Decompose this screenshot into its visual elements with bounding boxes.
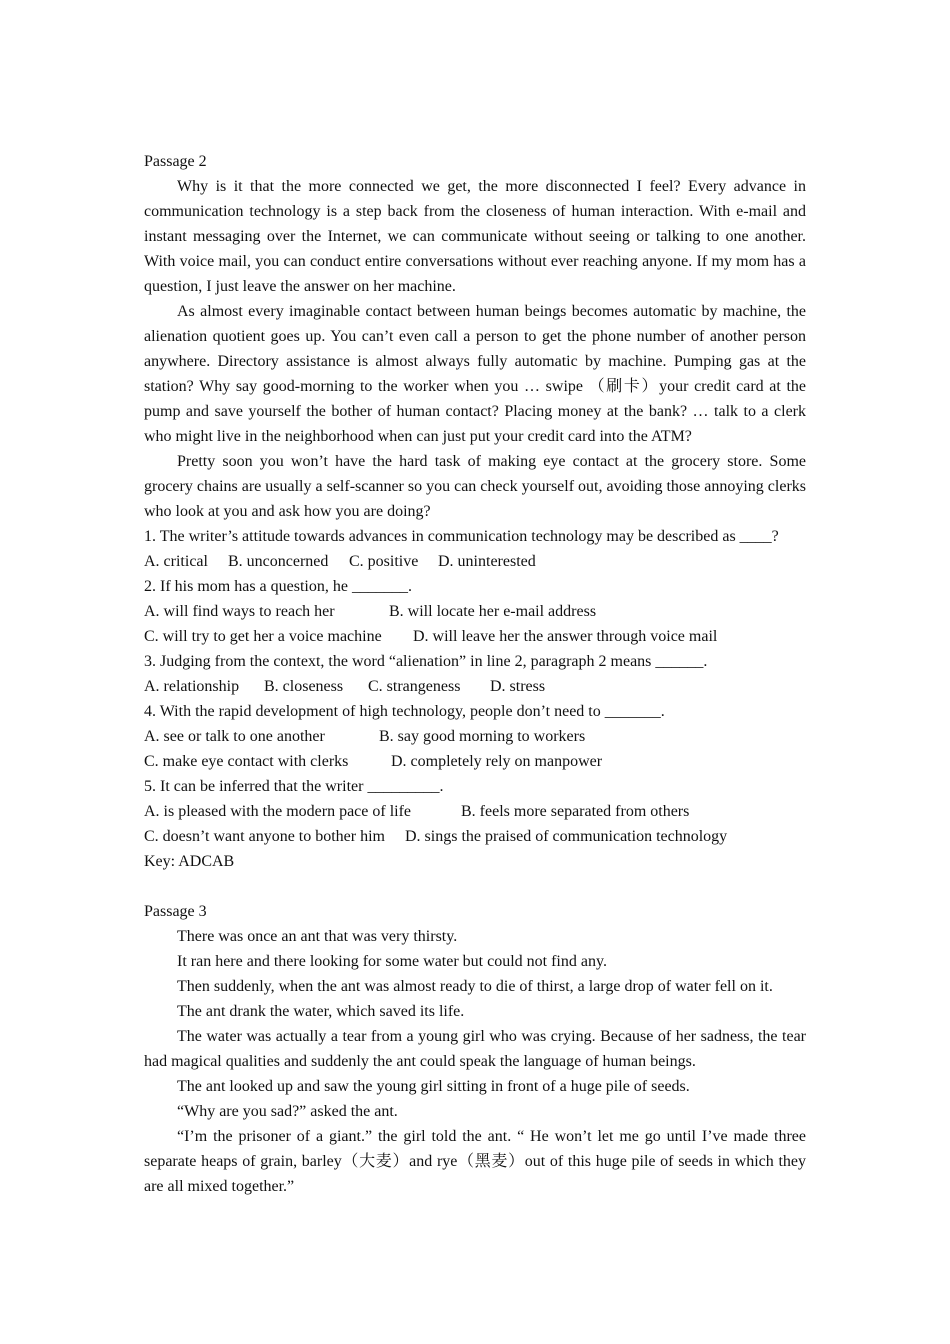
passage-3-paragraph-8: “I’m the prisoner of a giant.” the girl told the ant. “ He won’t let me go until I’ve made three separate heaps of grain, barley（大麦）and rye（黑麦）out of this huge pile of seeds in which they are all mixed together.” (144, 1128, 806, 1195)
passage-2-title: Passage 2 (144, 153, 207, 170)
question-4-option-c: C. make eye contact with clerks (144, 753, 349, 770)
passage-3-paragraph-3: Then suddenly, when the ant was almost ready to die of thirst, a large drop of water fell on it. (177, 978, 773, 995)
question-5-option-c: C. doesn’t want anyone to bother him (144, 828, 385, 845)
question-1-options (144, 549, 806, 574)
question-2-options-row-2 (144, 624, 806, 649)
question-1-option-b: B. unconcerned (228, 553, 329, 570)
passage-3-paragraph-5: The water was actually a tear from a young girl who was crying. Because of her sadness, the tear had magical qualities and suddenly the ant could speak the language of human beings. (144, 1028, 806, 1070)
answer-key: Key: ADCAB (144, 853, 235, 870)
spacer (144, 874, 806, 899)
question-2-option-c: C. will try to get her a voice machine (144, 628, 382, 645)
passage-2-paragraph-3: Pretty soon you won’t have the hard task of making eye contact at the grocery store. Some grocery chains are usually a self-scanner so you can check yourself out, avoiding those annoying clerks who look at you and ask how you are doing? (144, 453, 806, 520)
question-4-option-d: D. completely rely on manpower (391, 753, 603, 770)
passage-3-paragraph-1: There was once an ant that was very thirsty. (177, 928, 458, 945)
question-5-options-row-1 (144, 799, 806, 824)
question-4-options-row-1 (144, 724, 806, 749)
document-page (144, 149, 806, 1199)
passage-3-paragraph-7: “Why are you sad?” asked the ant. (177, 1103, 398, 1120)
question-5-options-row-2 (144, 824, 806, 849)
question-3-option-c: C. strangeness (368, 678, 461, 695)
passage-3-paragraph-4: The ant drank the water, which saved its life. (177, 1003, 465, 1020)
question-1-option-c: C. positive (349, 553, 419, 570)
question-1-stem: 1. The writer’s attitude towards advances in communication technology may be described as ____? (144, 528, 779, 545)
passage-3-title: Passage 3 (144, 903, 207, 920)
question-3-option-d: D. stress (490, 678, 546, 695)
question-4-stem: 4. With the rapid development of high technology, people don’t need to _______. (144, 703, 665, 720)
question-4-option-a: A. see or talk to one another (144, 728, 325, 745)
question-4-options-row-2 (144, 749, 806, 774)
question-2-option-d: D. will leave her the answer through voice mail (413, 628, 718, 645)
question-5-stem: 5. It can be inferred that the writer _________. (144, 778, 444, 795)
question-5-option-d: D. sings the praised of communication technology (405, 828, 728, 845)
question-3-stem: 3. Judging from the context, the word “alienation” in line 2, paragraph 2 means ______. (144, 653, 708, 670)
question-1-option-a: A. critical (144, 553, 208, 570)
passage-3-paragraph-6: The ant looked up and saw the young girl sitting in front of a huge pile of seeds. (177, 1078, 690, 1095)
passage-2-paragraph-2: As almost every imaginable contact between human beings becomes automatic by machine, the alienation quotient goes up. You can’t even call a person to get the phone number of another person anywhere. Directory assistance is almost always fully automatic by machine. Pumping gas at the station? Why say good-morning to the worker when you … swipe （刷卡）your credit card at the pump and save yourself the bother of human contact? Placing money at the bank? … talk to a clerk who might live in the neighborhood when can just put your credit card into the ATM? (144, 303, 806, 445)
question-2-option-a: A. will find ways to reach her (144, 603, 335, 620)
question-3-option-a: A. relationship (144, 678, 240, 695)
question-4-option-b: B. say good morning to workers (379, 728, 586, 745)
question-5-option-a: A. is pleased with the modern pace of life (144, 803, 412, 820)
question-5-option-b: B. feels more separated from others (461, 803, 690, 820)
question-1-option-d: D. uninterested (438, 553, 536, 570)
question-2-options-row-1 (144, 599, 806, 624)
question-3-option-b: B. closeness (264, 678, 344, 695)
question-2-stem: 2. If his mom has a question, he _______. (144, 578, 412, 595)
question-3-options (144, 674, 806, 699)
passage-2-paragraph-1: Why is it that the more connected we get, the more disconnected I feel? Every advance in communication technology is a step back from the closeness of human interaction. With e-mail and instant messaging over the Internet, we can communicate without seeing or talking to one another. With voice mail, you can conduct entire conversations without ever reaching anyone. If my mom has a question, I just leave the answer on her machine. (144, 178, 806, 295)
question-2-option-b: B. will locate her e-mail address (389, 603, 597, 620)
passage-3-paragraph-2: It ran here and there looking for some water but could not find any. (177, 953, 607, 970)
